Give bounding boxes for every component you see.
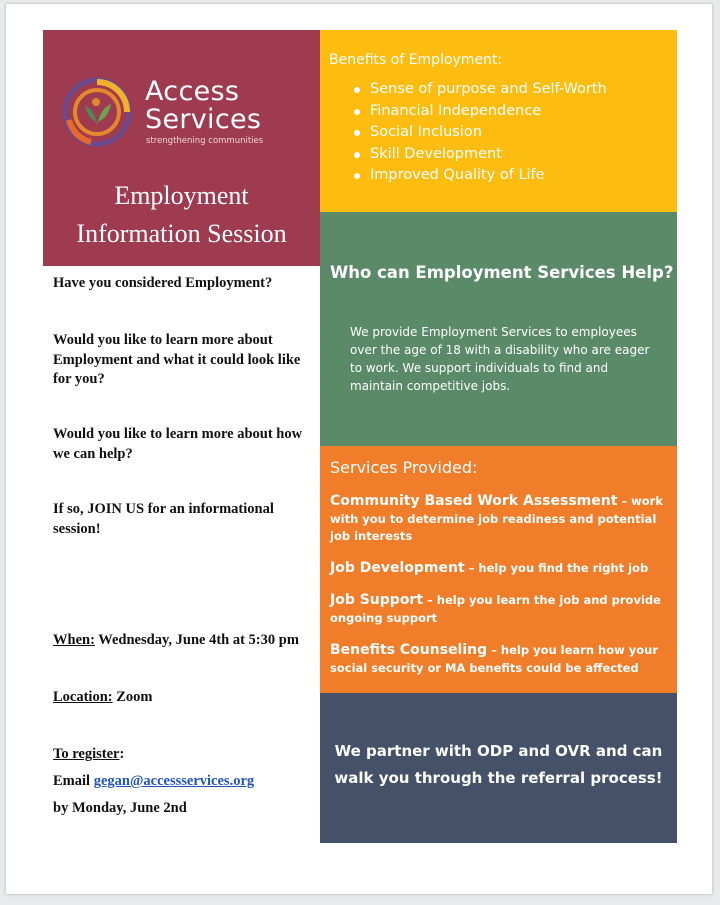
session-title [43, 177, 320, 253]
benefits-heading: Benefits of Employment: [329, 52, 503, 68]
brand-name-line1: Access [145, 76, 240, 107]
when-value: Wednesday, June 4th at 5:30 pm [98, 632, 299, 648]
who-heading: Who can Employment Services Help? [330, 263, 674, 282]
join-invitation: If so, JOIN US for an informational session! [53, 501, 274, 537]
register-heading [53, 745, 313, 765]
benefits-panel [320, 30, 677, 212]
benefit-item [332, 101, 607, 123]
benefit-text: Improved Quality of Life [370, 167, 545, 183]
register-deadline: by Monday, June 2nd [53, 800, 187, 816]
service-description: – help you learn the job and provide ongoing support [330, 593, 661, 625]
service-description: – help you find the right job [464, 561, 649, 575]
service-description: – work with you to determine job readiness and potential job interests [330, 494, 663, 543]
access-services-logo-icon [61, 76, 133, 148]
benefit-text: Skill Development [370, 145, 502, 162]
brand-name-line2: Services [145, 104, 262, 135]
question-learn-help: Would you like to learn more about how we can help? [53, 426, 303, 462]
when-label: When: [53, 632, 95, 648]
service-name: Job Development [330, 560, 465, 576]
bullet-icon [354, 173, 360, 179]
benefit-item [332, 165, 607, 187]
benefit-text: Financial Independence [370, 102, 542, 119]
benefit-item [332, 122, 607, 144]
register-email-link[interactable]: gegan@accessservices.org [93, 773, 255, 789]
who-can-help-panel [320, 212, 677, 446]
brand-name [145, 78, 315, 134]
benefit-item [332, 144, 607, 166]
question-learn-employment: Would you like to learn more about Employment and what it could look like for you? [53, 332, 301, 387]
question-considered: Have you considered Employment? [53, 275, 273, 291]
service-item [330, 642, 672, 677]
service-name: Job Support [330, 592, 424, 608]
service-name: Community Based Work Assessment [330, 493, 618, 509]
partner-message: We partner with ODP and OVR and can walk you through the referral process! [334, 742, 663, 787]
service-item [330, 592, 672, 627]
service-name: Benefits Counseling [330, 642, 488, 658]
flyer-page [6, 4, 712, 894]
benefit-item [332, 79, 607, 101]
bullet-icon [354, 87, 360, 93]
bullet-icon [354, 152, 360, 158]
partner-panel [320, 693, 677, 843]
register-colon: : [119, 746, 125, 762]
benefit-text: Sense of purpose and Self-Worth [370, 81, 607, 97]
location-label: Location: [53, 689, 113, 705]
service-item [330, 493, 672, 546]
benefits-list [332, 79, 607, 187]
bullet-icon [354, 130, 360, 136]
email-line [53, 772, 313, 792]
email-prefix: Email [53, 773, 91, 789]
session-title-line1: Employment [114, 181, 249, 210]
service-description: – help you learn how your social security or MA benefits could be affected [330, 643, 658, 675]
location-value: Zoom [116, 689, 153, 705]
service-item [330, 560, 672, 578]
benefit-text: Social Inclusion [370, 124, 482, 140]
services-heading: Services Provided: [330, 458, 478, 477]
who-description: We provide Employment Services to employees over the age of 18 with a disability who are eager to work. We support individuals to find and maintain competitive jobs. [350, 325, 650, 393]
location-line [53, 688, 313, 708]
services-panel [320, 446, 677, 693]
header-logo-box [43, 30, 320, 266]
when-line [53, 631, 313, 651]
session-title-line2: Information Session [76, 219, 287, 248]
bullet-icon [354, 109, 360, 115]
brand-tagline: strengthening communities [146, 136, 264, 146]
register-label: To register [53, 746, 120, 762]
